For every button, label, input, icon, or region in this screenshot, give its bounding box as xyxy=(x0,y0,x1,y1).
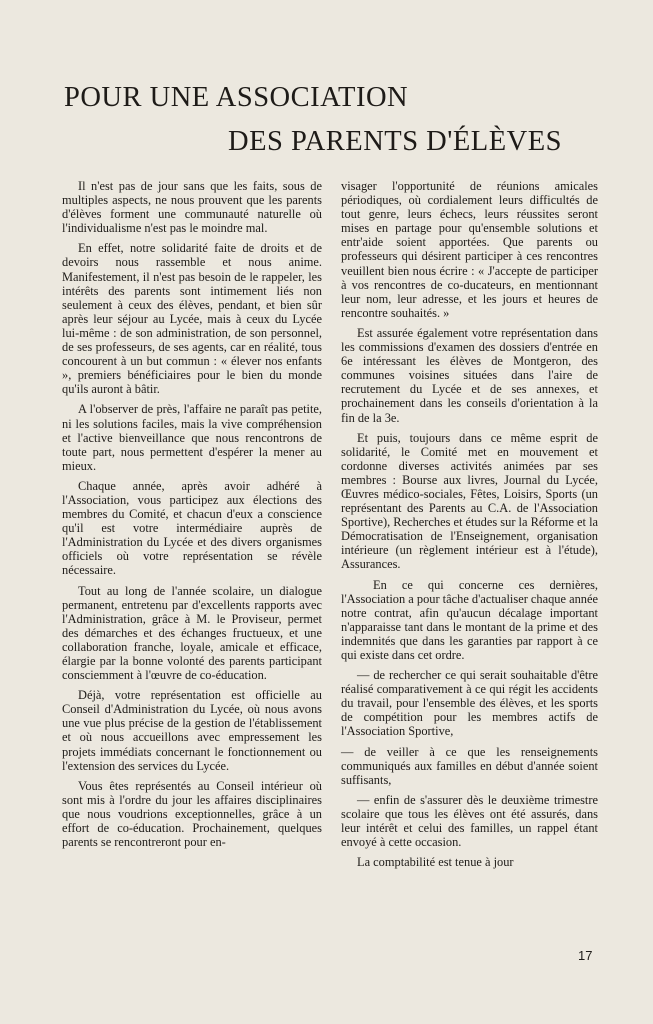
title-line-1: POUR UNE ASSOCIATION xyxy=(64,82,409,113)
left-column xyxy=(62,179,322,855)
paragraph: A l'observer de près, l'affaire ne paraît pas petite, ni les solutions faciles, mais la vive compréhension et l'active bienveillance que nous rencontrons de toute part, nous permettent d'espérer la mener au mieux. xyxy=(62,402,322,473)
paragraph: Vous êtes représentés au Conseil intérieur où sont mis à l'ordre du jour les affaires disciplinaires que nous voudrions exceptionnelles, grâce à un effort de co-éducation. Prochainement, quelques parents se rencontreront pour en- xyxy=(62,778,322,850)
list-item: — enfin de s'assurer dès le deuxième trimestre scolaire que tous les élèves ont été assurés, dans leur intérêt et celui des familles, un rappel étant envoyé à cette occasion. xyxy=(341,792,598,850)
paragraph: Déjà, votre représentation est officielle au Conseil d'Administration du Lycée, où nous avons une vue plus précise de la gestion de l'établissement et où nous accueillons avec empressement les projets immédiats concernant le fonctionnement ou l'extension des services du Lycée. xyxy=(62,688,322,773)
list-item: — de rechercher ce qui serait souhaitable d'être réalisé comparativement à ce qui régit les accidents du travail, pour l'ensemble des élèves, et les sports de compétition pour les membres actifs de l'Association Sportive, xyxy=(341,668,598,739)
paragraph: La comptabilité est tenue à jour xyxy=(357,855,514,870)
paragraph: Est assurée également votre représentation dans les commissions d'examen des dossiers d'entrée en 6e intéressant les élèves de Montgeron, des communes voisines situées dans l'aire de recrutement du Lycée et de ses annexes, et prochainement dans les conseils d'orientation à la fin de la 3e. xyxy=(341,325,598,425)
title-line-2: DES PARENTS D'ÉLÈVES xyxy=(228,126,562,157)
paragraph: visager l'opportunité de réunions amicales périodiques, où cordialement leurs difficultés de tout genre, leurs échecs, leurs réussites seront mises en partage pour qu'ensemble solutions et entr'aide soient apportées. Que parents ou professeurs qui désirent participer à ces rencontres veuillent bien nous écrire : « J'accepte de participer à vos rencontres de co-ducateurs, en mentionnant leur nom, leur adresse, et les jours et heures de rencontre souhaités. » xyxy=(341,179,598,320)
list-item: — de veiller à ce que les renseignements communiqués aux familles en début d'année soient suffisants, xyxy=(341,744,598,787)
paragraph: Tout au long de l'année scolaire, un dialogue permanent, entretenu par d'excellents rapports avec l'Administration, grâce à M. le Proviseur, permet des démarches et des échanges fructueux, et une collaboration franche, loyale, amicale et efficace, élargie par la bonne volonté des parents participant consciemment à l'œuvre de co-éducation. xyxy=(62,583,322,683)
paragraph: En ce qui concerne ces dernières, l'Association a pour tâche d'actualiser chaque année notre contrat, afin qu'aucun décalage important n'apparaisse tant dans le montant de la prime et des indemnités que dans les garanties par rapport à ce qui existe dans cet ordre. xyxy=(341,577,598,662)
paragraph: Et puis, toujours dans ce même esprit de solidarité, le Comité met en mouvement et cordonne diverses activités animées par ses membres : Bourse aux livres, Journal du Lycée, Œuvres médico-sociales, Fêtes, Loisirs, Sports (un représentant des Parents au C.A. de l'Association Sportive), Recherches et études sur la Réforme et la Démocratisation de l'Enseignement, organisation intérieure (un règlement intérieur est à l'étude), Assurances. xyxy=(341,430,599,572)
paragraph: En effet, notre solidarité faite de droits et de devoirs nous rassemble et nous anime. Manifestement, il n'est pas besoin de le rappeler, les intérêts des parents sont intimement liés non seulement à ceux des élèves, pendant, et bien sûr après leur séjour au Lycée, mais à ceux du Lycée lui-même : de son administration, de son personnel, de ses professeurs, de ses agents, car en réalité, tous concourent à un but commun : « élever nos enfants », premiers bénéficiaires pour le bien du monde qu'ils auront à bâtir. xyxy=(62,241,322,397)
paragraph: Il n'est pas de jour sans que les faits, sous de multiples aspects, ne nous prouvent que les parents d'élèves forment une communauté naturelle où l'individualisme n'est pas le moindre mal. xyxy=(62,179,322,236)
paragraph: Chaque année, après avoir adhéré à l'Association, vous participez aux élections des membres du Comité, et chacun d'eux a conscience qu'il est votre intermédiaire auprès de l'Administration du Lycée et des divers organismes officiels où votre représentation se révèle nécessaire. xyxy=(62,478,322,578)
page-number: 17 xyxy=(578,948,593,963)
right-column xyxy=(341,179,598,875)
